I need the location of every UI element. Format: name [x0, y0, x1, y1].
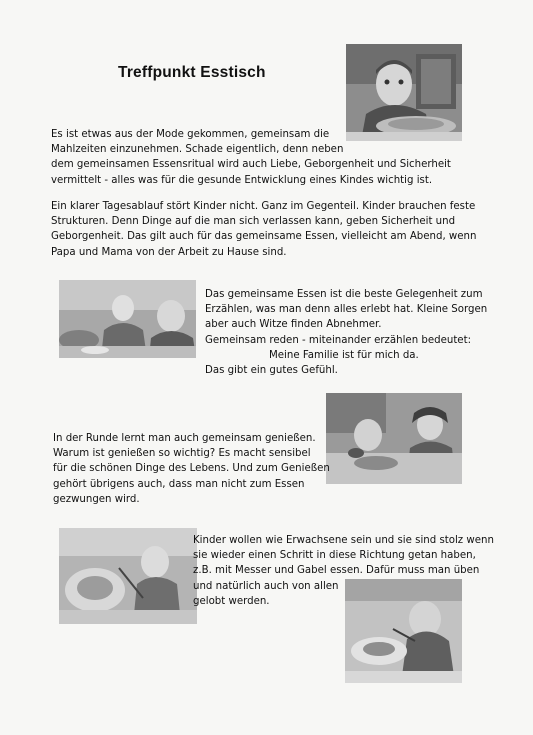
text-line: und natürlich auch von allen	[193, 580, 339, 592]
text-line: Mahlzeiten einzunehmen. Schade eigentlich, denn neben	[51, 144, 344, 156]
text-line: für die schönen Dinge des Lebens. Und zum Genießen	[53, 463, 330, 475]
text-line: gehört übrigens auch, dass man nicht zum Essen	[53, 478, 305, 490]
photo-children-eating	[59, 280, 196, 358]
text-line: aber auch Witze finden Abnehmer.	[205, 319, 382, 331]
photo-child-eating-bottom	[345, 579, 462, 683]
text-line: z.B. mit Messer und Gabel essen. Dafür muss man üben	[193, 565, 480, 577]
text-line: Ein klarer Tagesablauf stört Kinder nicht. Ganz im Gegenteil. Kinder brauchen feste	[51, 201, 476, 212]
text-line: Das gemeinsame Essen ist die beste Gelegenheit zum	[205, 289, 483, 300]
photo-child-cutlery	[59, 528, 197, 624]
text-line: dem gemeinsamen Essensritual wird auch Liebe, Geborgenheit und Sicherheit	[51, 159, 451, 171]
text-line: gelobt werden.	[193, 595, 270, 607]
text-line: Es ist etwas aus der Mode gekommen, gemeinsam die	[51, 129, 330, 140]
photo-children-enjoying	[326, 393, 462, 484]
text-line: Erzählen, was man denn alles erlebt hat. Kleine Sorgen	[205, 304, 488, 316]
paragraph-enjoying	[53, 431, 330, 507]
text-line: Warum ist genießen so wichtig? Es macht sensibel	[53, 448, 311, 460]
text-line: Das gibt ein gutes Gefühl.	[205, 365, 338, 377]
text-line: gezwungen wird.	[53, 493, 140, 505]
paragraph-intro	[51, 127, 451, 188]
text-line: Papa und Mama von der Arbeit zu Hause sind.	[51, 246, 287, 258]
paragraph-talking	[205, 287, 487, 378]
text-line: Meine Familie ist für mich da.	[269, 349, 419, 361]
text-line: Strukturen. Denn Dinge auf die man sich verlassen kann, geben Sicherheit und	[51, 216, 456, 228]
text-line: Kinder wollen wie Erwachsene sein und sie sind stolz wenn	[193, 535, 494, 546]
text-line: Gemeinsam reden - miteinander erzählen bedeutet:	[205, 334, 472, 346]
page-title: Treffpunkt Esstisch	[118, 64, 266, 81]
text-line: sie wieder einen Schritt in diese Richtung getan haben,	[193, 550, 476, 562]
text-line: vermittelt - alles was für die gesunde Entwicklung eines Kindes wichtig ist.	[51, 174, 433, 186]
text-line: In der Runde lernt man auch gemeinsam genießen.	[53, 433, 316, 444]
text-line: Geborgenheit. Das gilt auch für das gemeinsame Essen, vielleicht am Abend, wenn	[51, 231, 477, 243]
paragraph-structure	[51, 199, 476, 260]
